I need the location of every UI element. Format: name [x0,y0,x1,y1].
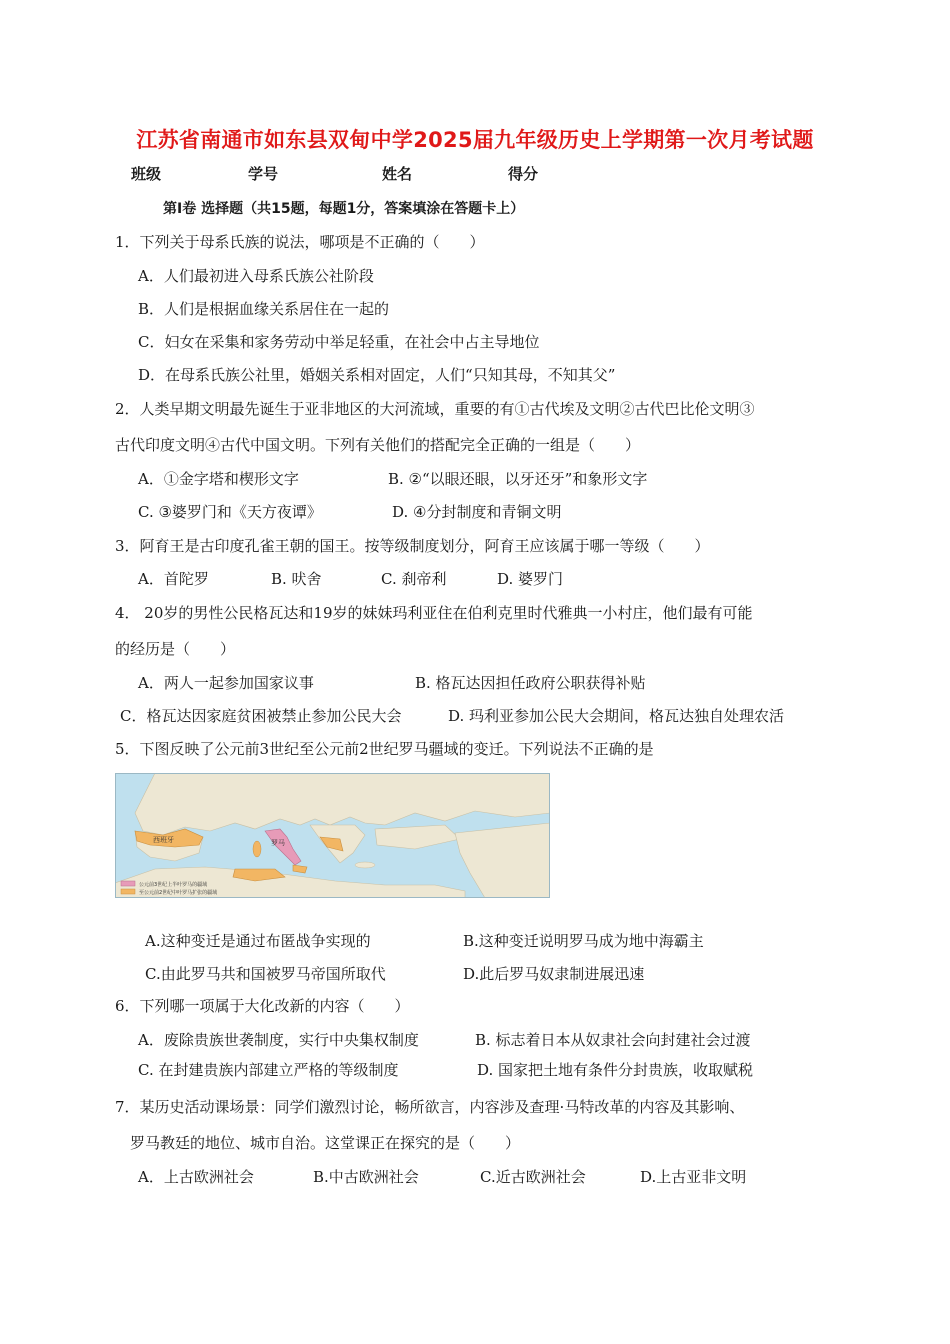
q1-option-b: B．人们是根据血缘关系居住在一起的 [138,300,390,318]
q4-option-d: D. 玛利亚参加公民大会期间，格瓦达独自处理农活 [448,707,785,725]
question-6-stem: 6．下列哪一项属于大化改新的内容（ ） [115,997,410,1015]
q4-option-a: A．两人一起参加国家议事 [138,674,314,692]
q6-option-c: C. 在封建贵族内部建立严格的等级制度 [138,1061,399,1079]
page-title: 江苏省南通市如东县双甸中学2025届九年级历史上学期第一次月考试题 [136,128,814,152]
section-heading: 第Ⅰ卷 选择题（共15题，每题1分，答案填涂在答题卡上） [163,201,525,217]
q3-option-b: B. 吠舍 [271,570,322,588]
map-label-spain: 西班牙 [153,836,174,844]
q5-option-d: D.此后罗马奴隶制进展迅速 [463,965,645,983]
question-5-stem: 5．下图反映了公元前3世纪至公元前2世纪罗马疆域的变迁。下列说法不正确的是 [115,740,654,758]
q3-option-c: C. 刹帝利 [381,570,447,588]
number-label: 学号 [248,165,279,183]
q6-option-b: B. 标志着日本从奴隶社会向封建社会过渡 [475,1031,751,1049]
class-label: 班级 [131,165,162,183]
q2-option-d: D. ④分封制度和青铜文明 [392,503,562,521]
question-1-stem: 1．下列关于母系氏族的说法，哪项是不正确的（ ） [115,233,485,251]
q5-option-b: B.这种变迁说明罗马成为地中海霸主 [463,932,704,950]
question-4-stem-line1: 4． 20岁的男性公民格瓦达和19岁的妹妹玛利亚住在伯利克里时代雅典一小村庄，他们最有可能 [115,604,753,622]
score-label: 得分 [508,165,539,183]
q4-option-c: C．格瓦达因家庭贫困被禁止参加公民大会 [120,707,402,725]
q5-option-c: C.由此罗马共和国被罗马帝国所取代 [145,965,386,983]
q7-option-a: A．上古欧洲社会 [138,1168,254,1186]
question-2-stem-line2: 古代印度文明④古代中国文明。下列有关他们的搭配完全正确的一组是（ ） [115,436,641,454]
q5-option-a: A.这种变迁是通过布匿战争实现的 [145,932,371,950]
q2-option-c: C. ③婆罗门和《天方夜谭》 [138,503,322,521]
q1-option-c: C．妇女在采集和家务劳动中举足轻重，在社会中占主导地位 [138,333,540,351]
q7-option-c: C.近古欧洲社会 [480,1168,586,1186]
legend-label-rome: 公元前3世纪上半叶罗马的疆域 [139,882,208,888]
question-2-stem-line1: 2．人类早期文明最先诞生于亚非地区的大河流域，重要的有①古代埃及文明②古代巴比伦文明③ [115,400,755,418]
q1-option-d: D．在母系氏族公社里，婚姻关系相对固定，人们“只知其母，不知其父” [138,366,616,384]
q2-option-a: A．①金字塔和楔形文字 [138,470,299,488]
q7-option-b: B.中古欧洲社会 [313,1168,419,1186]
legend-label-expansion: 至公元前2世纪中叶罗马扩张的疆域 [139,890,218,896]
map-label-rome: 罗马 [271,839,285,847]
question-3-stem: 3．阿育王是古印度孔雀王朝的国王。按等级制度划分，阿育王应该属于哪一等级（ ） [115,537,710,555]
legend-swatch-rome [121,881,135,886]
question-7-stem-line2: 罗马教廷的地位、城市自治。这堂课正在探究的是（ ） [130,1134,521,1152]
q6-option-a: A．废除贵族世袭制度，实行中央集权制度 [138,1031,419,1049]
question-4-stem-line2: 的经历是（ ） [115,640,236,658]
q7-option-d: D.上古亚非文明 [640,1168,747,1186]
q2-option-b: B. ②“以眼还眼，以牙还牙”和象形文字 [388,470,648,488]
q3-option-d: D. 婆罗门 [497,570,564,588]
roman-territory-map [115,773,550,898]
q4-option-b: B. 格瓦达因担任政府公职获得补贴 [415,674,646,692]
q6-option-d: D. 国家把土地有条件分封贵族，收取赋税 [477,1061,754,1079]
map-illustration [115,773,550,898]
name-label: 姓名 [382,165,413,183]
q1-option-a: A．人们最初进入母系氏族公社阶段 [138,267,374,285]
legend-swatch-expansion [121,889,135,894]
q3-option-a: A．首陀罗 [138,570,209,588]
question-7-stem-line1: 7．某历史活动课场景：同学们激烈讨论，畅所欲言，内容涉及查理·马特改革的内容及其影响、 [115,1098,745,1116]
